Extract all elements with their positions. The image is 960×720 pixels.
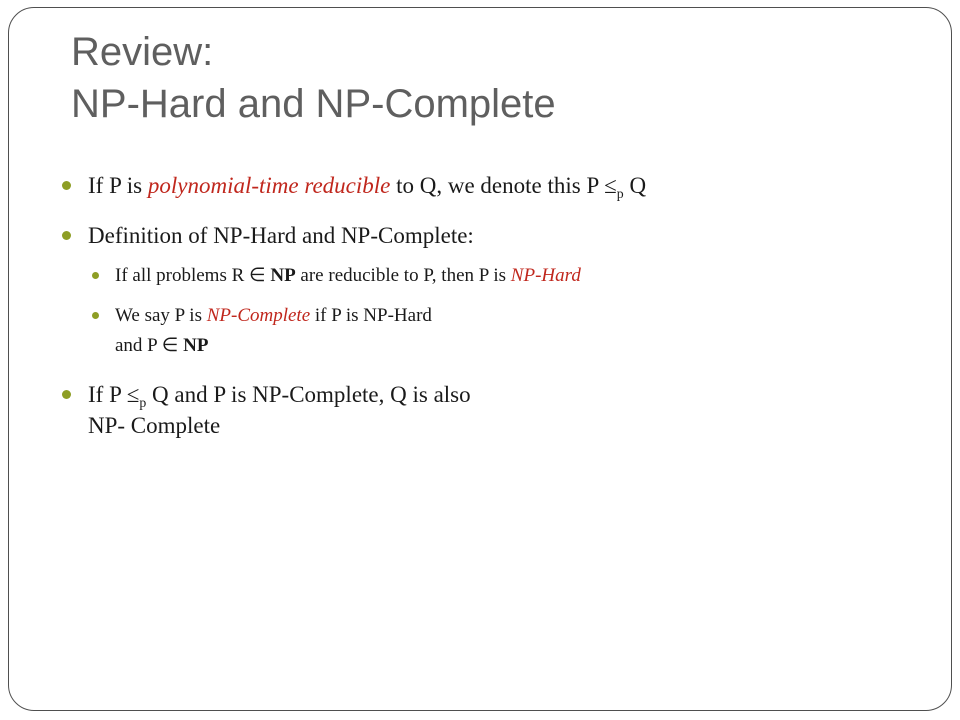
bullet-dot — [62, 231, 71, 240]
bullet-text: are reducible to P, then P is — [295, 265, 511, 286]
bullet-dot — [62, 390, 71, 399]
term-polynomial-time-reducible: polynomial-time reducible — [147, 173, 391, 198]
bullet-text: If all problems R — [115, 265, 250, 286]
term-np-hard: NP-Hard — [510, 265, 581, 286]
bullet-text: Definition of NP-Hard and NP-Complete: — [88, 223, 474, 248]
title-line-2: NP-Hard and NP-Complete — [71, 82, 556, 126]
bullet-text: We say P is — [115, 305, 207, 326]
bullet-text: Q — [623, 173, 647, 198]
le-symbol: ≤ — [126, 382, 140, 407]
bullet-dot — [92, 312, 99, 319]
bullet-dot — [92, 272, 99, 279]
bullet-text: If P — [88, 382, 127, 407]
element-of-symbol: ∈ — [249, 265, 266, 286]
subscript-p: p — [616, 185, 624, 201]
bullet-dot — [62, 181, 71, 190]
bullet-text: Q and P is NP-Complete, Q is also — [146, 382, 471, 407]
class-np: NP — [183, 335, 209, 356]
bullet-transitivity — [62, 379, 922, 441]
sub-bullet-np-complete — [92, 301, 922, 361]
bullet-reduction-notation — [62, 170, 922, 201]
bullet-definition — [62, 220, 922, 251]
bullet-text: to Q, we denote this P — [390, 173, 605, 198]
bullet-text: If P is — [88, 173, 148, 198]
title-line-1: Review: — [71, 30, 214, 74]
le-symbol: ≤ — [604, 173, 617, 198]
bullet-text: if P is NP-Hard — [310, 305, 432, 326]
bullet-text: NP- Complete — [88, 413, 221, 438]
subscript-p: p — [139, 394, 147, 410]
slide-title — [71, 26, 556, 130]
slide-content — [62, 170, 922, 460]
sub-bullet-np-hard — [92, 261, 922, 291]
term-np-complete: NP-Complete — [206, 305, 311, 326]
class-np: NP — [270, 265, 296, 286]
element-of-symbol: ∈ — [161, 335, 179, 356]
bullet-text: and P — [115, 335, 162, 356]
